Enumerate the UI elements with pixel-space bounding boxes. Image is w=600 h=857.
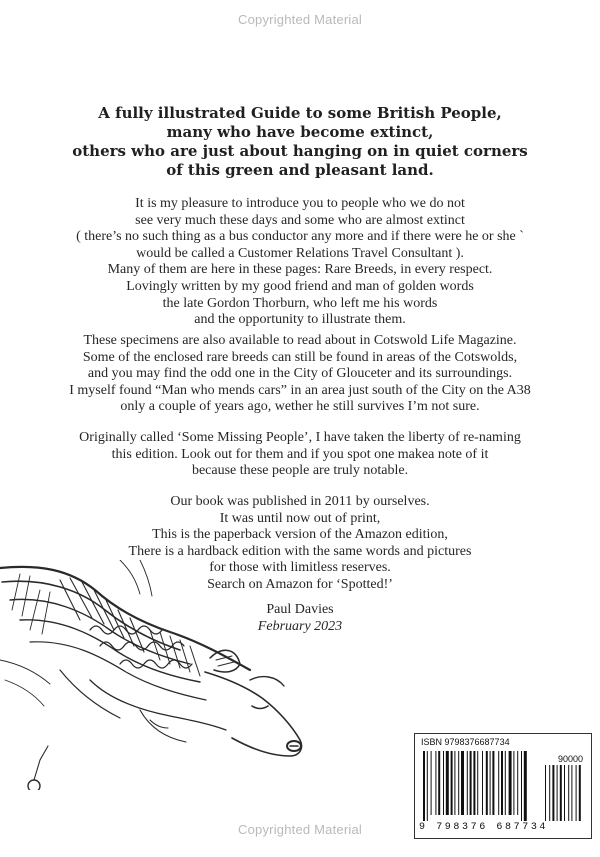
- barcode-bar: [501, 751, 503, 815]
- barcode-bar: [486, 751, 488, 815]
- barcode-addon-bar: [568, 765, 569, 821]
- text-line: would be called a Customer Relations Travel Consultant ).: [136, 245, 464, 261]
- barcode-bar: [513, 751, 514, 815]
- barcode-bar: [490, 751, 491, 815]
- barcode-bar: [461, 751, 464, 815]
- barcode-bar: [477, 751, 478, 815]
- text-line: and you may find the odd one in the City of Glouceter and its surroundings.: [87, 366, 513, 382]
- text-line: Originally called ‘Some Missing People’, I have taken the liberty of re-naming: [79, 430, 521, 445]
- barcode-bar: [524, 751, 527, 821]
- text-line: this edition. Look out for them and if you spot one makea note of it: [111, 446, 489, 462]
- barcode-digits: 9 798376 687734: [419, 822, 549, 833]
- text-line: only a couple of years ago, wether he still survives I’m not sure.: [120, 399, 480, 415]
- text-line: see very much these days and some who are almost extinct: [135, 212, 465, 228]
- text-line: Search on Amazon for ‘Spotted!’: [207, 576, 393, 592]
- text-line: I myself found “Man who mends cars” in an area just south of the City on the A38: [69, 382, 531, 398]
- isbn-label: ISBN 9798376687734: [421, 737, 510, 747]
- text-line: ( there’s no such thing as a bus conductor any more and if there were he or she `: [76, 229, 524, 245]
- barcode-addon-bar: [549, 765, 550, 821]
- dog-sketch-illustration: [0, 560, 330, 790]
- text-line: These specimens are also available to read about in Cotswold Life Magazine.: [83, 333, 517, 348]
- signature-date: February 2023: [257, 618, 343, 634]
- barcode-bar: [505, 751, 506, 815]
- text-line: because these people are truly notable.: [191, 463, 409, 479]
- barcode-bar: [498, 751, 499, 815]
- barcode-bar: [454, 751, 455, 815]
- text-line: It was until now out of print,: [219, 510, 381, 526]
- barcode-bar: [521, 751, 522, 821]
- barcode-addon-bar: [545, 765, 546, 821]
- barcode-bar: [446, 751, 449, 815]
- barcode-bar: [427, 751, 428, 821]
- barcode-addon-bar: [552, 765, 554, 821]
- text-line: for those with limitless reserves.: [209, 560, 391, 576]
- headline-line: A fully illustrated Guide to some British People,: [98, 104, 502, 122]
- barcode-bar: [435, 751, 436, 815]
- barcode-bar: [458, 751, 459, 815]
- paragraph-specimens: [0, 333, 600, 416]
- headline-line: of this green and pleasant land.: [166, 161, 434, 179]
- barcode-bar: [423, 751, 425, 821]
- barcode-addon-bar: [579, 765, 581, 821]
- text-line: There is a hardback edition with the same words and pictures: [128, 543, 472, 559]
- barcode-bar: [431, 751, 432, 815]
- paragraph-renaming: [0, 430, 600, 480]
- watermark-bottom: Copyrighted Material: [238, 822, 362, 837]
- barcode-bar: [509, 751, 512, 815]
- text-line: Our book was published in 2011 by ourselves.: [170, 494, 430, 509]
- text-line: It is my pleasure to introduce you to people who we do not: [135, 196, 465, 211]
- barcode-addon-bar: [557, 765, 558, 821]
- barcode-bar: [473, 751, 475, 815]
- text-line: the late Gordon Thorburn, who left me his words: [162, 295, 438, 311]
- barcode-bar: [438, 751, 440, 815]
- text-line: and the opportunity to illustrate them.: [194, 312, 406, 328]
- headline: [0, 104, 600, 180]
- barcode-bar: [470, 751, 472, 815]
- text-line: This is the paperback version of the Amazon edition,: [152, 527, 448, 543]
- text-line: Many of them are here in these pages: Rare Breeds, in every respect.: [107, 262, 493, 278]
- barcode-bar: [467, 751, 468, 815]
- text-line: Some of the enclosed rare breeds can still be found in areas of the Cotswolds,: [82, 349, 518, 365]
- barcode-bar: [482, 751, 483, 815]
- barcode-bar: [517, 751, 518, 815]
- author-name: Paul Davies: [266, 602, 334, 617]
- barcode-addon-bar: [560, 765, 562, 821]
- barcode-addon-bar: [576, 765, 577, 821]
- barcode-addon-bar: [564, 765, 565, 821]
- price-code: 90000: [557, 754, 583, 764]
- barcode-bar: [492, 751, 494, 815]
- barcode-bar: [443, 751, 444, 815]
- headline-line: others who are just about hanging on in quiet corners: [72, 142, 528, 160]
- barcode-bar: [451, 751, 453, 815]
- paragraph-introduction: [0, 196, 600, 329]
- watermark-top: Copyrighted Material: [238, 12, 362, 27]
- barcode-addon-bar: [571, 765, 572, 821]
- headline-line: many who have become extinct,: [166, 123, 434, 141]
- text-line: Lovingly written by my good friend and man of golden words: [126, 278, 474, 294]
